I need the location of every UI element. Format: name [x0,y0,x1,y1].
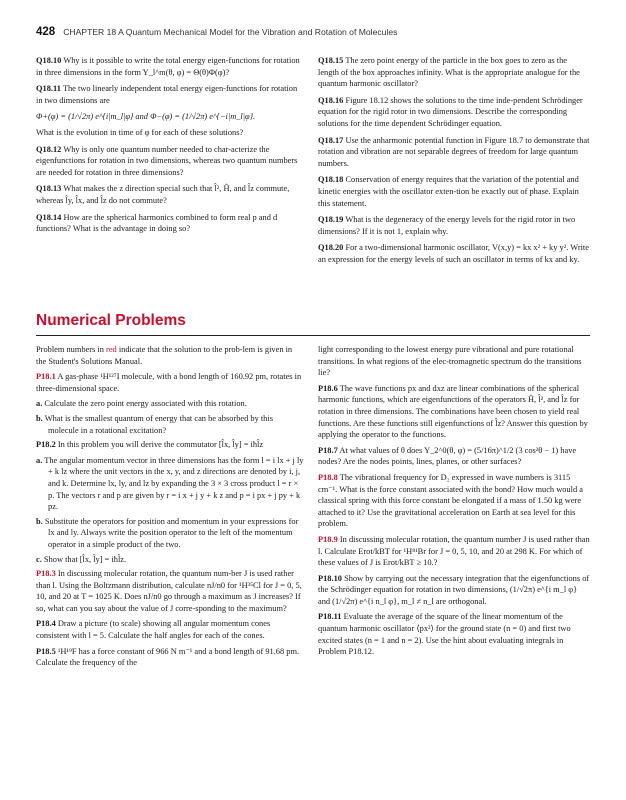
question-q18-12 [36,144,304,179]
problem-text: At what values of θ does Y_2^0(θ, φ) = (5/16π)^1/2 (3 cos²θ − 1) have nodes? Are the nodes points, lines, planes, or other surfaces? [318,445,577,467]
question-text: Conservation of energy requires that the variation of the potential and kinetic energies with the oscillator exten-tion be exactly out of phase. Explain this statement. [318,175,579,208]
question-number: Q18.20 [318,243,344,253]
problem-text: In this problem you will derive the commutator [l̂x, l̂y] = iħl̂z [57,440,264,450]
problem-p18-4 [36,618,304,641]
problem-text: In discussing molecular rotation, the quantum num-ber J is used rather than l. Using the Boltzmann distribution, calculate nJ/n0 for ¹H³⁵Cl for J = 0, 5, 10, and 20 at T = 1025 K. Does nJ/n0 go through a maximum as J increases? If so, what can you say about the value of J corre-sponding to the maximum? [36,569,302,613]
page-header [36,26,590,38]
part-letter: b. [36,413,43,423]
problem-p18-11 [318,611,590,657]
part-text: Substitute the operators for position and momentum in your expressions for lx and ly. Always write the position operator to the left of the momentum operator in a simple product of the two. [44,516,299,549]
formula-phi: Φ+(φ) = (1/√2π) e^{i|m_l|φ} and Φ−(φ) = (1/√2π) e^{−i|m_l|φ}. [36,112,256,122]
problem-text: Evaluate the average of the square of the linear momentum of the quantum harmonic oscillator ⟨px²⟩ for the ground state (n = 0) and first two excited states (n = 1 and n = 2). Use the hint about evaluating integrals in Problem P18.12. [318,612,571,657]
problem-text: A gas-phase ¹H¹²⁷I molecule, with a bond length of 160.92 pm, rotates in three-dimensional space. [36,372,302,393]
problem-text: The vibrational frequency for D₂ expressed in wave numbers is 3115 cm⁻¹. What is the force constant associated with the bond? How much would a classical spring with this force constant be elongated if a mass of 1.50 kg were attached to it? Use the gravitational acceleration on Earth at sea level for this problem. [318,472,583,529]
part-letter: a. [36,399,43,409]
problem-text: Show by carrying out the necessary integration that the eigenfunctions of the Schrödinger equation for rotation in two dimensions, (1/√2π) e^{i m_l φ} and (1/√2π) e^{i n_l φ}, m_l ≠ n_l are orthogonal. [318,573,590,606]
problem-number: P18.6 [318,383,338,393]
problem-p18-8 [318,472,590,530]
problem-number: P18.8 [318,472,338,482]
question-number: Q18.13 [36,184,62,194]
problem-p18-1 [36,371,304,394]
question-q18-20 [318,242,590,265]
question-text: What makes the z direction special such that l̂², Ĥ, and l̂z commute, whereas l̂y, l̂x, and l̂z do not commute? [36,184,290,205]
problem-number: P18.3 [36,569,56,579]
part-letter: b. [36,516,43,526]
part-letter: a. [36,455,43,465]
problem-p18-9 [318,534,590,569]
problem-number: P18.9 [318,534,338,544]
problem-number: P18.4 [36,619,56,629]
problem-number: P18.2 [36,440,56,450]
question-number: Q18.15 [318,56,344,65]
running-title: CHAPTER 18 A Quantum Mechanical Model for the Vibration and Rotation of Molecules [63,27,398,37]
problem-continuation: light corresponding to the lowest energy pure vibrational and pure rotational transitions. In what regions of the elec-tromagnetic spectrum do the transitions lie? [318,345,582,378]
question-q18-18 [318,174,590,209]
question-number: Q18.12 [36,144,62,154]
problem-part [36,516,304,551]
question-text: What is the degeneracy of the energy levels for the rigid rotor in two dimensions? If it is not 1, explain why. [318,215,576,236]
problem-text: The wave functions px and dxz are linear combinations of the spherical harmonic functions, which are eigenfunctions of the operators Ĥ, l̂², and l̂z for rotation in three dimensions. The combinations have been chosen to yield real functions. Are these functions still eigenfunctions of l̂z? Answer this question by applying the operator to the functions. [318,383,588,440]
problem-p18-7 [318,445,590,468]
question-text: How are the spherical harmonics combined to form real p and d functions? What is the advantage in doing so? [36,212,278,234]
problem-part [36,554,304,566]
part-text: What is the smallest quantum of energy that can be absorbed by this molecule in a rotational excitation? [44,413,273,435]
question-text: Figure 18.12 shows the solutions to the time inde-pendent Schrödinger equation for the rigid rotor in two dimensions. Describe the corresponding solutions for the time dependent Schrödinger equation. [318,95,583,128]
question-number: Q18.19 [318,215,344,225]
section-divider [36,335,590,336]
problem-number: P18.5 [36,646,56,656]
problem-number: P18.1 [36,372,56,382]
problem-text: ¹H¹⁹F has a force constant of 966 N m⁻¹ and a bond length of 91.68 pm. Calculate the frequency of the [36,646,300,668]
question-q18-19 [318,214,590,237]
question-q18-14 [36,212,304,235]
question-q18-13 [36,183,304,206]
intro-text [36,344,304,367]
part-text: Show that [l̂x, l̂y] = iħl̂z. [43,554,127,564]
question-text: For a two-dimensional harmonic oscillator, V(x,y) = kx x² + ky y². Write an expression for the energy levels of such an oscillator in terms of kx and ky. [318,243,589,264]
part-letter: c. [36,554,42,564]
question-q18-16 [318,95,590,130]
questions-left-column [36,55,304,240]
question-text: Use the anharmonic potential function in Figure 18.7 to demonstrate that rotation and vibration are not separable degrees of freedom for large quantum numbers. [318,135,590,168]
problem-text: In discussing molecular rotation, the quantum number J is used rather than l. Calculate Erot/kBT for ¹H⁸¹Br for J = 0, 5, 10, and 20 at 298 K. For which of these values of J is Erot/kBT ≥ 10.? [318,534,590,568]
problem-p18-5 [36,646,304,669]
question-q18-17 [318,135,590,170]
part-text: Calculate the zero point energy associated with this rotation. [44,399,247,409]
question-q18-11 [36,83,304,106]
question-number: Q18.18 [318,175,344,185]
intro-rest: indicate that the solution to the prob-lem is given in the Student's Solutions Manual. [36,345,293,366]
page-number: 428 [36,26,56,38]
problem-p18-6 [318,383,590,441]
question-text: Why is it possible to write the total energy eigen-functions for rotation in three dimensions in the form Y_l^m(θ, φ) = Θ(θ)Φ(φ)? [36,56,300,77]
question-continuation: What is the evolution in time of φ for each of these solutions? [36,127,244,137]
intro-red: red [106,345,117,354]
questions-right-column [318,55,590,271]
question-q18-15 [318,55,590,90]
problem-number: P18.11 [318,612,342,622]
problem-text: Draw a picture (to scale) showing all angular momentum cones consistent with l = 5. Calculate the half angles for each of the cones. [36,619,271,641]
problem-part [36,398,304,410]
problem-p18-2 [36,439,304,451]
question-text: The zero point energy of the particle in the box goes to zero as the length of the box approaches infinity. What is the appropriate analogue for the quantum harmonic oscillator? [318,56,580,89]
problem-number: P18.10 [318,573,342,583]
question-number: Q18.14 [36,212,62,222]
question-number: Q18.16 [318,95,344,105]
problem-p18-3 [36,568,304,614]
problem-part [36,455,304,513]
intro-plain: Problem numbers in [36,345,104,354]
part-text: The angular momentum vector in three dimensions has the form l = i lx + j ly + k lz where the unit vectors in the x, y, and z directions are denoted by i, j, and k. Determine lx, ly, and lz by expanding the 3 × 3 cross product l = r × p. The vectors r and p are given by r = i x + j y + k z and p = i px + j py + k pz. [44,455,304,512]
section-title: Numerical Problems [36,312,186,329]
question-q18-10 [36,55,304,78]
question-number: Q18.11 [36,84,61,94]
problems-right-column [318,344,590,662]
problem-number: P18.7 [318,445,338,455]
problem-part [36,413,304,436]
problems-left-column [36,344,304,673]
question-text: The two linearly independent total energy eigen-functions for rotation in two dimensions are [36,84,298,105]
question-number: Q18.10 [36,56,62,65]
question-number: Q18.17 [318,135,344,145]
problem-p18-10 [318,573,590,608]
question-text: Why is only one quantum number needed to char-acterize the eigenfunctions for rotation in two dimensions, whereas two quantum numbers are needed for rotation in three dimensions? [36,144,298,177]
